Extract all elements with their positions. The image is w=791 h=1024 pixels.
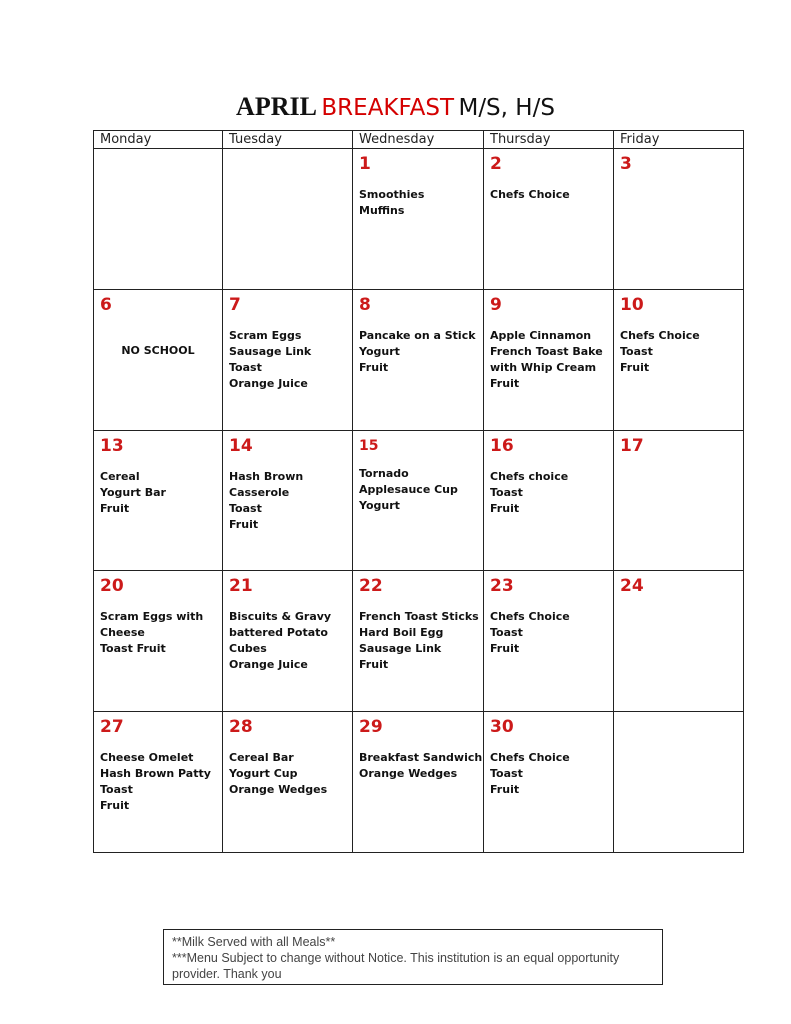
week-row — [94, 430, 744, 571]
footer-note — [163, 929, 663, 985]
day-cell — [94, 149, 223, 290]
menu-item: Toast — [620, 344, 653, 358]
menu-item: Sausage Link — [359, 642, 442, 656]
day-cell — [353, 712, 484, 853]
menu-item: Chefs Choice — [620, 328, 700, 342]
menu-item: French Toast Bake — [490, 344, 603, 358]
menu-item: battered Potato — [229, 626, 328, 640]
day-cell — [223, 571, 353, 712]
day-number: 28 — [229, 717, 253, 738]
day-number: 21 — [229, 576, 253, 597]
day-number: 3 — [620, 154, 632, 174]
menu-item: Fruit — [359, 658, 389, 672]
menu-item: Toast — [490, 485, 523, 499]
menu-item: Orange Wedges — [229, 783, 328, 797]
menu-item-list — [620, 328, 737, 376]
menu-calendar — [93, 130, 744, 853]
week-row — [94, 571, 744, 712]
menu-item: Cheese — [100, 626, 145, 640]
menu-item-list — [229, 609, 346, 673]
day-number: 23 — [490, 576, 514, 597]
day-number: 14 — [229, 435, 253, 456]
day-cell — [484, 571, 614, 712]
menu-item-list — [359, 187, 477, 219]
day-cell — [353, 149, 484, 290]
day-number: 22 — [359, 576, 383, 597]
menu-item: French Toast Sticks — [359, 610, 479, 624]
day-cell — [223, 289, 353, 430]
menu-item: Yogurt Cup — [229, 767, 298, 781]
menu-item-list — [359, 466, 477, 514]
day-cell — [353, 289, 484, 430]
day-cell — [94, 289, 223, 430]
menu-item: Fruit — [620, 360, 650, 374]
menu-item: Fruit — [229, 517, 259, 531]
day-number: 24 — [620, 576, 644, 597]
day-number: 6 — [100, 294, 112, 315]
menu-item: Toast — [229, 360, 262, 374]
weekday-header: Wednesday — [353, 131, 484, 149]
menu-item: Toast Fruit — [100, 642, 166, 656]
day-number: 13 — [100, 435, 124, 456]
menu-item: Chefs Choice — [490, 751, 570, 765]
menu-item: with Whip Cream — [490, 360, 597, 374]
menu-item-list — [359, 328, 477, 376]
day-cell — [614, 712, 744, 853]
menu-item: Chefs Choice — [490, 188, 570, 201]
day-cell — [614, 289, 744, 430]
menu-item-list — [490, 750, 607, 798]
menu-item: Tornado — [359, 466, 409, 480]
menu-item: Breakfast Sandwich — [359, 751, 483, 765]
menu-item: Chefs Choice — [490, 610, 570, 624]
weekday-header: Monday — [94, 131, 223, 149]
menu-item-list — [229, 328, 346, 392]
day-cell — [223, 430, 353, 571]
day-cell — [614, 149, 744, 290]
day-cell — [484, 289, 614, 430]
menu-item: Toast — [490, 767, 523, 781]
day-number: 29 — [359, 717, 383, 738]
menu-item: Biscuits & Gravy — [229, 610, 332, 624]
day-cell — [353, 571, 484, 712]
menu-item: Toast — [229, 501, 262, 515]
day-number: 8 — [359, 294, 371, 315]
menu-item: Cereal Bar — [229, 751, 294, 765]
day-cell — [94, 571, 223, 712]
menu-item: Cubes — [229, 642, 267, 656]
menu-item-list — [100, 469, 216, 517]
menu-item: Smoothies — [359, 188, 425, 201]
day-number: 1 — [359, 154, 371, 174]
menu-item: Sausage Link — [229, 344, 312, 358]
day-number: 9 — [490, 294, 502, 315]
title-level: M/S, H/S — [458, 95, 555, 121]
day-number: 10 — [620, 294, 644, 315]
menu-item: Fruit — [490, 783, 520, 797]
weekday-header: Tuesday — [223, 131, 353, 149]
day-cell — [484, 712, 614, 853]
menu-item-list — [359, 750, 483, 782]
menu-item: Casserole — [229, 485, 290, 499]
menu-item: Scram Eggs with — [100, 610, 204, 624]
menu-item: Pancake on a Stick — [359, 328, 476, 342]
menu-item: Fruit — [490, 642, 520, 656]
menu-item: Fruit — [100, 799, 130, 813]
day-number: 2 — [490, 154, 502, 174]
page-title — [0, 92, 791, 126]
day-number: 27 — [100, 717, 124, 738]
menu-item: Orange Wedges — [359, 767, 458, 781]
menu-item-list — [490, 469, 607, 517]
day-number: 30 — [490, 717, 514, 738]
menu-item: Hash Brown — [229, 469, 304, 483]
day-cell — [614, 571, 744, 712]
menu-item-list — [359, 609, 477, 673]
menu-item: Yogurt — [359, 498, 400, 512]
day-cell — [484, 430, 614, 571]
day-number: 17 — [620, 435, 644, 456]
menu-item-list — [490, 609, 607, 657]
menu-item: Chefs choice — [490, 469, 569, 483]
menu-item: Hard Boil Egg — [359, 626, 444, 640]
menu-item: Hash Brown Patty — [100, 767, 211, 781]
menu-item: Fruit — [359, 360, 389, 374]
day-number: 20 — [100, 576, 124, 597]
day-cell — [94, 430, 223, 571]
day-number: 16 — [490, 435, 514, 456]
weekday-header: Friday — [614, 131, 744, 149]
day-cell — [223, 149, 353, 290]
week-row — [94, 149, 744, 290]
menu-item: Apple Cinnamon — [490, 328, 592, 342]
menu-item: Scram Eggs — [229, 328, 302, 342]
calendar-body — [94, 149, 744, 853]
title-meal: BREAKFAST — [321, 95, 455, 121]
menu-item: Cereal — [100, 469, 140, 483]
menu-item: Yogurt — [359, 344, 400, 358]
day-number: 15 — [359, 437, 379, 454]
menu-item: Applesauce Cup — [359, 482, 458, 496]
title-month: APRIL — [236, 92, 317, 121]
menu-item: Muffins — [359, 204, 405, 217]
day-cell — [614, 430, 744, 571]
menu-item: Toast — [100, 783, 133, 797]
day-cell — [223, 712, 353, 853]
day-cell — [484, 149, 614, 290]
weekday-header: Thursday — [484, 131, 614, 149]
footer-milk-note: **Milk Served with all Meals** — [172, 935, 336, 949]
day-note: NO SCHOOL — [121, 343, 195, 357]
menu-item-list — [229, 469, 346, 533]
menu-item: Fruit — [490, 501, 520, 515]
menu-item: Cheese Omelet — [100, 751, 194, 765]
week-row — [94, 289, 744, 430]
day-cell — [353, 430, 484, 571]
menu-item: Orange Juice — [229, 658, 308, 672]
footer-disclaimer: ***Menu Subject to change without Notice. This institution is an equal opportunity provider. Thank you — [172, 951, 620, 981]
menu-item-list — [100, 609, 216, 657]
day-number: 7 — [229, 294, 241, 315]
menu-item: Orange Juice — [229, 376, 308, 390]
menu-item-list — [100, 750, 216, 814]
week-row — [94, 712, 744, 853]
menu-item-list — [490, 187, 607, 203]
menu-item: Yogurt Bar — [100, 485, 166, 499]
menu-item: Fruit — [100, 501, 130, 515]
menu-item-list — [490, 328, 607, 392]
day-cell — [94, 712, 223, 853]
menu-item-list — [229, 750, 346, 798]
menu-item: Fruit — [490, 376, 520, 390]
weekday-header-row — [94, 131, 744, 149]
menu-item: Toast — [490, 626, 523, 640]
